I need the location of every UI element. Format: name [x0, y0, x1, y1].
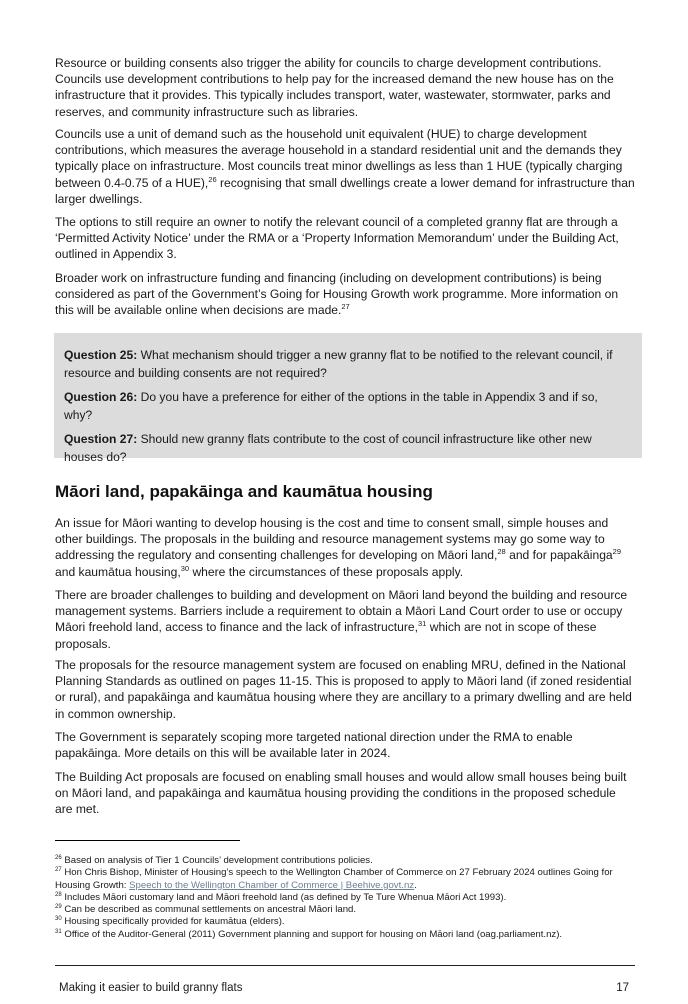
question-label: Question 27: — [64, 432, 138, 446]
footnote-28: $^{28}$ Includes Māori customary land and Māori freehold land (as defined by Te Ture Whenua Māori Act 1993). — [55, 891, 507, 903]
footnote-ref[interactable]: 26 — [208, 174, 217, 184]
questions-box — [54, 333, 642, 464]
paragraph-hue: Councils use a unit of demand such as the household unit equivalent (HUE) to charge development contributions, which measures the average household in a standard residential unit and the demands they typically place on infrastructure. Most councils treat minor dwellings as less than 1 HUE (typically charging between 0.4-0.75 of a HUE),$^{26}$ recognising that small dwellings create a lower demand for infrastructure than larger dwellings. — [55, 127, 635, 206]
paragraph-resource-management: The proposals for the resource management system are focused on enabling MRU, defined in the National Planning Standards as outlined on pages 11-15. This is proposed to apply to Māori land (if zoned residential or rural), and papakāinga and kaumātua housing where they are ancillary to a primary dwelling and are held in common ownership. — [55, 658, 632, 721]
paragraph-building-act: The Building Act proposals are focused on enabling small houses and would allow small houses being built on Māori land, and papakāinga and kaumātua housing providing the conditions in the proposed schedule are met. — [55, 770, 627, 817]
question-26: Question 26: Do you have a preference for either of the options in the table in Appendix 3 and if so, why? — [64, 390, 598, 422]
footnotes — [55, 855, 635, 941]
question-25: Question 25: What mechanism should trigger a new granny flat to be notified to the relevant council, if resource and building consents are not required? — [64, 348, 613, 380]
page-number: 17 — [616, 982, 629, 994]
question-label: Question 25: — [64, 348, 138, 362]
footnote-separator — [55, 840, 240, 841]
footnote-31: $^{31}$ Office of the Auditor-General (2011) Government planning and support for housing on Māori land (oag.parliament.nz). — [55, 928, 563, 940]
footnote-ref[interactable]: 28 — [497, 547, 506, 557]
footnote-ref[interactable]: 27 — [341, 302, 350, 312]
footnote-27: $^{27}$ Hon Chris Bishop, Minister of Housing’s speech to the Wellington Chamber of Commerce on 27 February 2024 outlines Going for Housing Growth: Speech to the Wellington Chamber of Commerce | Beehive.govt.nz. — [55, 867, 613, 891]
paragraph-development-contributions: Resource or building consents also trigger the ability for councils to charge development contributions. Councils use development contributions to help pay for the increased demand the new house has on the infrastructure that it provides. This typically includes transport, water, wastewater, stormwater, parks and reserves, and community infrastructure such as libraries. — [55, 56, 614, 119]
question-27: Question 27: Should new granny flats contribute to the cost of council infrastructure like other new houses do? — [64, 432, 592, 464]
footnote-29: $^{29}$ Can be described as communal settlements on ancestral Māori land. — [55, 904, 357, 916]
footnote-ref[interactable]: 29 — [612, 547, 621, 557]
paragraph-broader-challenges: There are broader challenges to building and development on Māori land beyond the building and resource management systems. Barriers include a requirement to obtain a Māori Land Court order to use or occupy Māori freehold land, access to finance and the lack of infrastructure,$^{31}$ which are not in scope of these proposals. — [55, 588, 628, 651]
paragraph-infrastructure-funding: Broader work on infrastructure funding and financing (including on development contributions) is being considered as part of the Government’s Going for Housing Growth work programme. More information on this will be available online when decisions are made.$^{27}$ — [55, 271, 619, 318]
beehive-speech-link[interactable]: Speech to the Wellington Chamber of Commerce | Beehive.govt.nz — [129, 879, 415, 891]
footer-separator — [55, 965, 635, 966]
paragraph-notify-options: The options to still require an owner to notify the relevant council of a completed granny flat are through a ‘Permitted Activity Notice’ under the RMA or a ‘Property Information Memorandum’ under the Building Act, outlined in Appendix 3. — [55, 215, 619, 262]
footnote-ref[interactable]: 31 — [418, 619, 427, 629]
paragraph-government-scoping: The Government is separately scoping more targeted national direction under the RMA to enable papakāinga. More details on this will be available later in 2024. — [55, 730, 573, 761]
section-heading: Māori land, papakāinga and kaumātua housing — [55, 482, 433, 501]
paragraph-maori-housing-issue: An issue for Māori wanting to develop housing is the cost and time to consent small, simple houses and other buildings. The proposals in the building and resource management systems may go some way to addressing the regulatory and consenting challenges for developing on Māori land,$^{28}$ and for papakāinga$^{29}$ and kaumātua housing,$^{30}$ where the circumstances of these proposals apply. — [55, 516, 621, 579]
footer-title: Making it easier to build granny flats — [59, 982, 243, 994]
footnote-26: $^{26}$ Based on analysis of Tier 1 Councils’ development contributions policies. — [55, 854, 373, 866]
footnote-ref[interactable]: 30 — [180, 563, 190, 573]
question-label: Question 26: — [64, 390, 138, 404]
footnote-30: $^{30}$ Housing specifically provided for kaumātua (elders). — [55, 916, 285, 928]
